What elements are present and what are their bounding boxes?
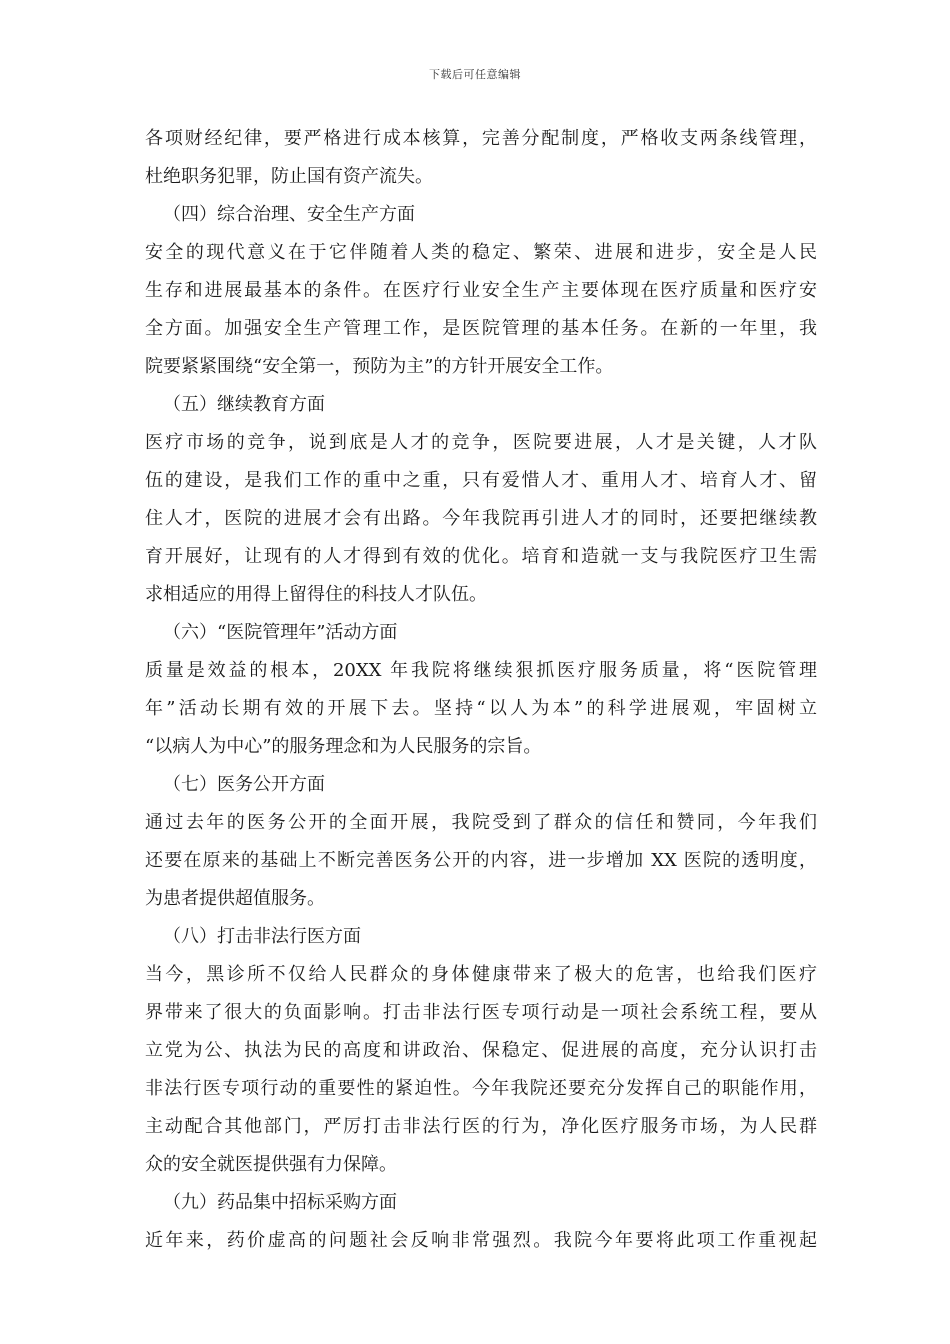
paragraph-line: 近年来，药价虚高的问题社会反响非常强烈。我院今年要将此项工作重视起 bbox=[145, 1230, 817, 1251]
paragraph-line: “以病人为中心”的服务理念和为人民服务的宗旨。 bbox=[145, 736, 542, 757]
paragraph-line: 伍的建设，是我们工作的重中之重，只有爱惜人才、重用人才、培育人才、留 bbox=[145, 470, 817, 491]
paragraph-line: 住人才，医院的进展才会有出路。今年我院再引进人才的同时，还要把继续教 bbox=[145, 508, 817, 529]
section-heading: （七）医务公开方面 bbox=[163, 774, 325, 795]
paragraph-line: 各项财经纪律，要严格进行成本核算，完善分配制度，严格收支两条线管理， bbox=[145, 128, 817, 149]
paragraph-line: 全方面。加强安全生产管理工作，是医院管理的基本任务。在新的一年里，我 bbox=[145, 318, 817, 339]
paragraph-line: 质量是效益的根本，20XX 年我院将继续狠抓医疗服务质量，将“医院管理 bbox=[145, 660, 817, 681]
section-heading: （四）综合治理、安全生产方面 bbox=[163, 204, 415, 225]
paragraph-line: 为患者提供超值服务。 bbox=[145, 888, 325, 909]
section-heading: （五）继续教育方面 bbox=[163, 394, 325, 415]
paragraph-line: 求相适应的用得上留得住的科技人才队伍。 bbox=[145, 584, 487, 605]
paragraph-line: 年”活动长期有效的开展下去。坚持“以人为本”的科学进展观，牢固树立 bbox=[145, 698, 817, 719]
paragraph-line: 主动配合其他部门，严厉打击非法行医的行为，净化医疗服务市场，为人民群 bbox=[145, 1116, 817, 1137]
paragraph-line: 还要在原来的基础上不断完善医务公开的内容，进一步增加 XX 医院的透明度， bbox=[145, 850, 817, 871]
paragraph-line: 医疗市场的竞争，说到底是人才的竞争，医院要进展，人才是关键，人才队 bbox=[145, 432, 817, 453]
header-note: 下载后可任意编辑 bbox=[429, 68, 521, 81]
paragraph-line: 非法行医专项行动的重要性的紧迫性。今年我院还要充分发挥自己的职能作用， bbox=[145, 1078, 817, 1099]
paragraph-line: 立党为公、执法为民的高度和讲政治、保稳定、促进展的高度，充分认识打击 bbox=[145, 1040, 817, 1061]
paragraph-line: 杜绝职务犯罪，防止国有资产流失。 bbox=[145, 166, 433, 187]
paragraph-line: 界带来了很大的负面影响。打击非法行医专项行动是一项社会系统工程，要从 bbox=[145, 1002, 817, 1023]
paragraph-line: 院要紧紧围绕“安全第一，预防为主”的方针开展安全工作。 bbox=[145, 356, 614, 377]
paragraph-line: 通过去年的医务公开的全面开展，我院受到了群众的信任和赞同，今年我们 bbox=[145, 812, 817, 833]
section-heading: （九）药品集中招标采购方面 bbox=[163, 1192, 397, 1213]
document-body bbox=[145, 120, 817, 1260]
paragraph-line: 众的安全就医提供强有力保障。 bbox=[145, 1154, 397, 1175]
paragraph-line: 生存和进展最基本的条件。在医疗行业安全生产主要体现在医疗质量和医疗安 bbox=[145, 280, 817, 301]
paragraph-line: 安全的现代意义在于它伴随着人类的稳定、繁荣、进展和进步，安全是人民 bbox=[145, 242, 817, 263]
section-heading: （六）“医院管理年”活动方面 bbox=[163, 622, 398, 643]
section-heading: （八）打击非法行医方面 bbox=[163, 926, 361, 947]
paragraph-line: 当今，黑诊所不仅给人民群众的身体健康带来了极大的危害，也给我们医疗 bbox=[145, 964, 817, 985]
paragraph-line: 育开展好，让现有的人才得到有效的优化。培育和造就一支与我院医疗卫生需 bbox=[145, 546, 817, 567]
